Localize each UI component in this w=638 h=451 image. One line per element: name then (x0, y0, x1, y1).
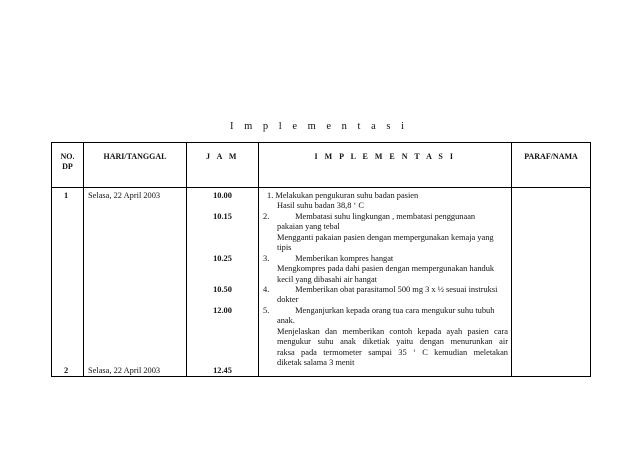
step-text: Memberikan obat parasitamol 500 mg 3 x ½ sesuai instruksi (295, 285, 498, 294)
step-item (263, 191, 508, 212)
implementation-cell (259, 188, 512, 377)
time-value: 10.25 (213, 254, 232, 263)
step-item (263, 285, 508, 306)
step-item (263, 212, 508, 254)
table-header-row (52, 143, 591, 188)
row-number: 2 (64, 366, 69, 375)
paraf-cell (512, 188, 591, 377)
step-text: Melakukan pengukuran suhu badan pasien (275, 191, 419, 200)
header-implementasi: I M P L E M E N T A S I (259, 143, 512, 188)
row-date: Selasa, 22 April 2003 (88, 366, 161, 375)
row-number: 1 (64, 191, 69, 200)
header-no-dp (52, 143, 84, 188)
header-date: HARI/TANGGAL (84, 143, 187, 188)
step-number: 4. (263, 285, 270, 294)
time-value: 10.15 (213, 212, 232, 221)
step-number: 5. (263, 306, 270, 315)
implementation-table (51, 142, 591, 377)
step-text: tipis (277, 243, 292, 253)
time-value: 12.00 (213, 306, 232, 315)
step-text: kecil yang dibasahi air hangat (277, 274, 377, 284)
time-value: 12.45 (213, 366, 232, 375)
time-cell (187, 188, 259, 377)
step-number: 2. (263, 212, 270, 221)
step-text: diketak salama 3 menit (277, 358, 355, 368)
step-text: anak. (277, 316, 295, 326)
date-cell (84, 188, 187, 377)
step-text: Memberikan kompres hangat (295, 254, 394, 263)
step-text: pakaian yang tebal (277, 222, 340, 232)
time-value: 10.00 (213, 191, 232, 200)
step-number: 1. (267, 191, 274, 200)
step-text: raksa pada termometer sampai 35 ‘ C kemudian meletakan (277, 347, 508, 357)
header-dp: DP (62, 162, 73, 172)
step-text: Hasil suhu badan 38,8 ‘ C (277, 201, 364, 211)
page-title: I m p l e m e n t a s i (229, 121, 409, 132)
step-text: mengukur suhu anak diketiak yaitu dengan menurunkan air (277, 337, 508, 347)
header-paraf: PARAF/NAMA (512, 143, 591, 188)
step-text: Menjelaskan dan memberikan contoh kepada ayah pasien cara (277, 326, 508, 336)
row-date: Selasa, 22 April 2003 (88, 191, 161, 200)
step-text: Mengganti pakaian pasien dengan mempergunakan kemaja yang (277, 232, 494, 242)
step-item (263, 306, 508, 368)
step-text: Membatasi suhu lingkungan , membatasi penggunaan (295, 212, 476, 221)
time-value: 10.50 (213, 285, 232, 294)
step-item (263, 254, 508, 285)
table-row (52, 188, 591, 377)
step-number: 3. (263, 254, 270, 263)
step-text: dokter (277, 295, 299, 305)
header-jam: J A M (187, 143, 259, 188)
step-text: Menganjurkan kepada orang tua cara mengukur suhu tubuh (295, 306, 495, 315)
no-cell (52, 188, 84, 377)
step-text: Mengkompres pada dahi pasien dengan mempergunakan handuk (277, 264, 495, 274)
header-no: NO. (60, 152, 75, 161)
